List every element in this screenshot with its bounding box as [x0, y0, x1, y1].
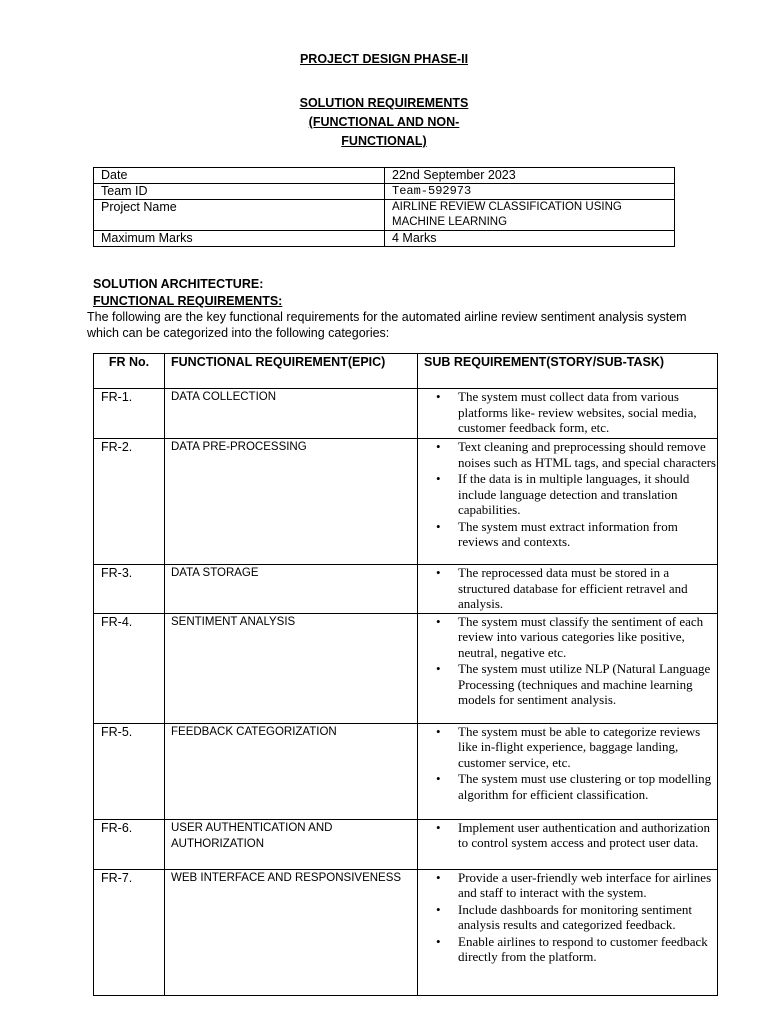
- info-row-date: [94, 168, 675, 184]
- section-functional: FUNCTIONAL REQUIREMENTS:: [93, 294, 283, 308]
- list-item: • Include dashboards for monitoring sentiment analysis results and categorized feedback.: [458, 902, 717, 933]
- list-item: • The system must use clustering or top modelling algorithm for efficient classification.: [458, 771, 717, 802]
- section-architecture: SOLUTION ARCHITECTURE:: [93, 277, 264, 291]
- fr-epic: DATA STORAGE: [165, 565, 418, 614]
- list-item: • The reprocessed data must be stored in a structured database for efficient retravel and analysis.: [458, 565, 717, 612]
- functional-requirements-table: [93, 353, 718, 996]
- fr-sub-requirements: [418, 819, 718, 869]
- sub-requirement-list: [418, 565, 717, 612]
- subtitle-line: FUNCTIONAL): [341, 134, 427, 148]
- fr-epic: USER AUTHENTICATION AND AUTHORIZATION: [165, 819, 418, 869]
- fr-epic: FEEDBACK CATEGORIZATION: [165, 723, 418, 819]
- fr-sub-requirements: [418, 565, 718, 614]
- info-row-max-marks: [94, 231, 675, 247]
- sub-requirement-list: [418, 614, 717, 708]
- list-item: • The system must extract information from reviews and contexts.: [458, 519, 717, 550]
- info-value: Team-592973: [385, 184, 675, 200]
- info-label: Project Name: [94, 200, 385, 231]
- fr-sub-requirements: [418, 389, 718, 439]
- page-subtitle: [0, 94, 768, 151]
- fr-sub-requirements: [418, 723, 718, 819]
- table-row: [94, 439, 718, 565]
- info-value: 4 Marks: [385, 231, 675, 247]
- table-row: [94, 869, 718, 995]
- list-item: • If the data is in multiple languages, it should include language detection and translation capabilities.: [458, 471, 717, 518]
- table-row: [94, 389, 718, 439]
- table-row: [94, 819, 718, 869]
- info-table: [93, 167, 675, 247]
- fr-sub-requirements: [418, 869, 718, 995]
- page-title: PROJECT DESIGN PHASE-II: [299, 52, 469, 66]
- info-row-project-name: [94, 200, 675, 231]
- list-item: • The system must be able to categorize reviews like in-flight experience, baggage landing, customer service, etc.: [458, 724, 717, 771]
- header-sub: SUB REQUIREMENT(STORY/SUB-TASK): [418, 354, 718, 389]
- fr-epic: SENTIMENT ANALYSIS: [165, 613, 418, 723]
- fr-number: FR-5.: [94, 723, 165, 819]
- sub-requirement-list: [418, 439, 717, 550]
- fr-number: FR-4.: [94, 613, 165, 723]
- list-item: • The system must collect data from various platforms like- review websites, social media, customer feedback form, etc.: [458, 389, 717, 436]
- fr-epic: DATA COLLECTION: [165, 389, 418, 439]
- list-item: • Provide a user-friendly web interface for airlines and staff to interact with the system.: [458, 870, 717, 901]
- info-label: Team ID: [94, 184, 385, 200]
- fr-sub-requirements: [418, 613, 718, 723]
- table-row: [94, 723, 718, 819]
- subtitle-line: (FUNCTIONAL AND NON-: [308, 115, 460, 129]
- fr-number: FR-2.: [94, 439, 165, 565]
- list-item: • The system must utilize NLP (Natural Language Processing (techniques and machine learning models for sentiment analysis.: [458, 661, 717, 708]
- fr-sub-requirements: [418, 439, 718, 565]
- info-value: 22nd September 2023: [385, 168, 675, 184]
- list-item: • Text cleaning and preprocessing should remove noises such as HTML tags, and special characters: [458, 439, 717, 470]
- fr-number: FR-6.: [94, 819, 165, 869]
- sub-requirement-list: [418, 820, 717, 851]
- sub-requirement-list: [418, 389, 717, 436]
- header-epic: FUNCTIONAL REQUIREMENT(EPIC): [165, 354, 418, 389]
- sub-requirement-list: [418, 870, 717, 965]
- info-row-team-id: [94, 184, 675, 200]
- fr-epic: DATA PRE-PROCESSING: [165, 439, 418, 565]
- intro-paragraph: The following are the key functional requirements for the automated airline review sentiment analysis system which can be categorized into the following categories:: [87, 310, 687, 340]
- table-row: [94, 565, 718, 614]
- sub-requirement-list: [418, 724, 717, 803]
- fr-number: FR-7.: [94, 869, 165, 995]
- list-item: • Enable airlines to respond to customer feedback directly from the platform.: [458, 934, 717, 965]
- info-label: Maximum Marks: [94, 231, 385, 247]
- table-row: [94, 613, 718, 723]
- info-label: Date: [94, 168, 385, 184]
- list-item: • Implement user authentication and authorization to control system access and protect user data.: [458, 820, 717, 851]
- table-header-row: [94, 354, 718, 389]
- fr-epic: WEB INTERFACE AND RESPONSIVENESS: [165, 869, 418, 995]
- list-item: • The system must classify the sentiment of each review into various categories like positive, neutral, negative etc.: [458, 614, 717, 661]
- fr-number: FR-1.: [94, 389, 165, 439]
- info-value: AIRLINE REVIEW CLASSIFICATION USING MACHINE LEARNING: [385, 200, 675, 231]
- subtitle-line: SOLUTION REQUIREMENTS: [299, 96, 469, 110]
- header-fr-no: FR No.: [94, 354, 165, 389]
- fr-number: FR-3.: [94, 565, 165, 614]
